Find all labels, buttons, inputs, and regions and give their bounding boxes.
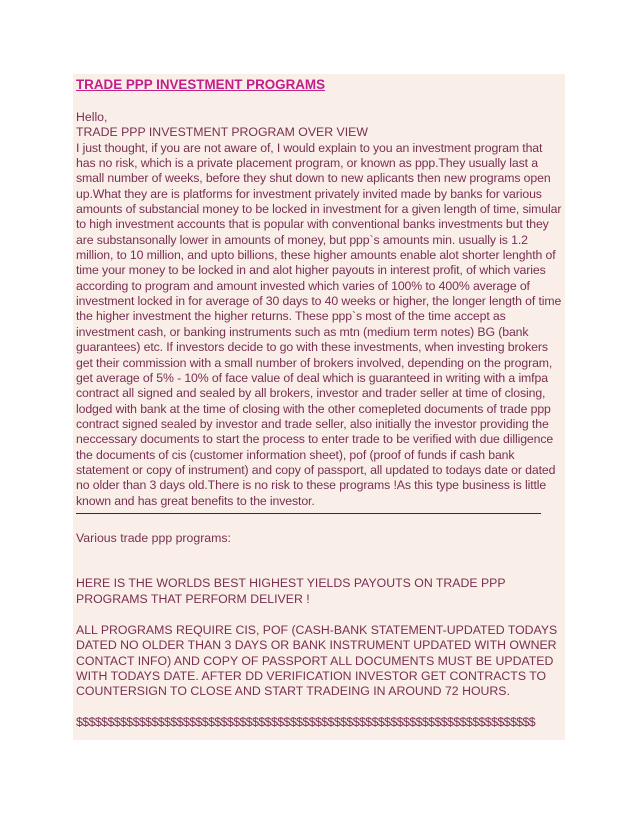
requirements-paragraph: ALL PROGRAMS REQUIRE CIS, POF (CASH-BANK STATEMENT-UPDATED TODAYS DATED NO OLDER THAN 3 DAYS OR BANK INSTRUMENT UPDATED WITH OWNER CONTACT INFO) AND COPY OF PASSPORT ALL DOCUMENTS MUST BE UPDATED WITH TODAYS DATE. AFTER DD VERIFICATION INVESTOR GET CONTRACTS TO COUNTERSIGN TO CLOSE AND START TRADEING IN AROUND 72 HOURS. — [76, 622, 558, 699]
document-content — [76, 74, 564, 730]
greeting-text: Hello, — [76, 110, 108, 124]
programs-heading: Various trade ppp programs: — [76, 530, 231, 545]
overview-heading: TRADE PPP INVESTMENT PROGRAM OVER VIEW — [76, 125, 368, 140]
overview-paragraph: I just thought, if you are not aware of, I would explain to you an investment program that has no risk, which is a private placement program, or known as ppp.They usually last a small number of weeks, before they shut down to new aplicants then new programs open up.What they are is platforms for investment privately invited made by banks for various amounts of substancial money to be locked in investment for a given length of time, simular to high investment accounts that is popular with conventional banks investments but they are substansonally lower in amounts of money, but ppp`s amounts min. usually is 1.2 million, to 10 million, and upto billions, these higher amounts enable alot shorter lenghth of time your money to be locked in and alot higher payouts in interest profit, of which varies according to program and amount invested which varies of 100% to 400% average of investment locked in for average of 30 days to 40 weeks or higher, the longer length of time the higher investment the higher returns. These ppp`s most of the time accept as investment cash, or banking instruments such as mtn (medium term notes) BG (bank guarantees) etc. If investors decide to go with these investments, when investing brokers get their commission with a small number of brokers involved, depending on the program, get average of 5% - 10% of face value of deal which is guaranteed in writing with a imfpa contract all signed and sealed by all brokers, investor and trader seller at time of closing, lodged with bank at the time of closing with the other comepleted documents of trade ppp contract signed sealed by investor and trade seller, also initially the investor providing the neccessary documents to start the process to enter trade to be verified with due dilligence the documents of cis (customer information sheet), pof (proof of funds if cash bank statement or copy of instrument) and copy of passport, all updated to todays date or dated no older than 3 days old.There is no risk to these programs !As this type business is little known and has great benefits to the investor. — [76, 140, 562, 508]
dollar-sign-line: $$$$$$$$$$$$$$$$$$$$$$$$$$$$$$$$$$$$$$$$$$$$$$$$$$$$$$$$$$$$$$$$$$$$$$$$$ — [76, 714, 536, 729]
document-title[interactable]: TRADE PPP INVESTMENT PROGRAMS — [76, 77, 325, 92]
highlight-paragraph: HERE IS THE WORLDS BEST HIGHEST YIELDS PAYOUTS ON TRADE PPP PROGRAMS THAT PERFORM DELIVER ! — [76, 576, 506, 606]
horizontal-divider — [76, 513, 541, 514]
